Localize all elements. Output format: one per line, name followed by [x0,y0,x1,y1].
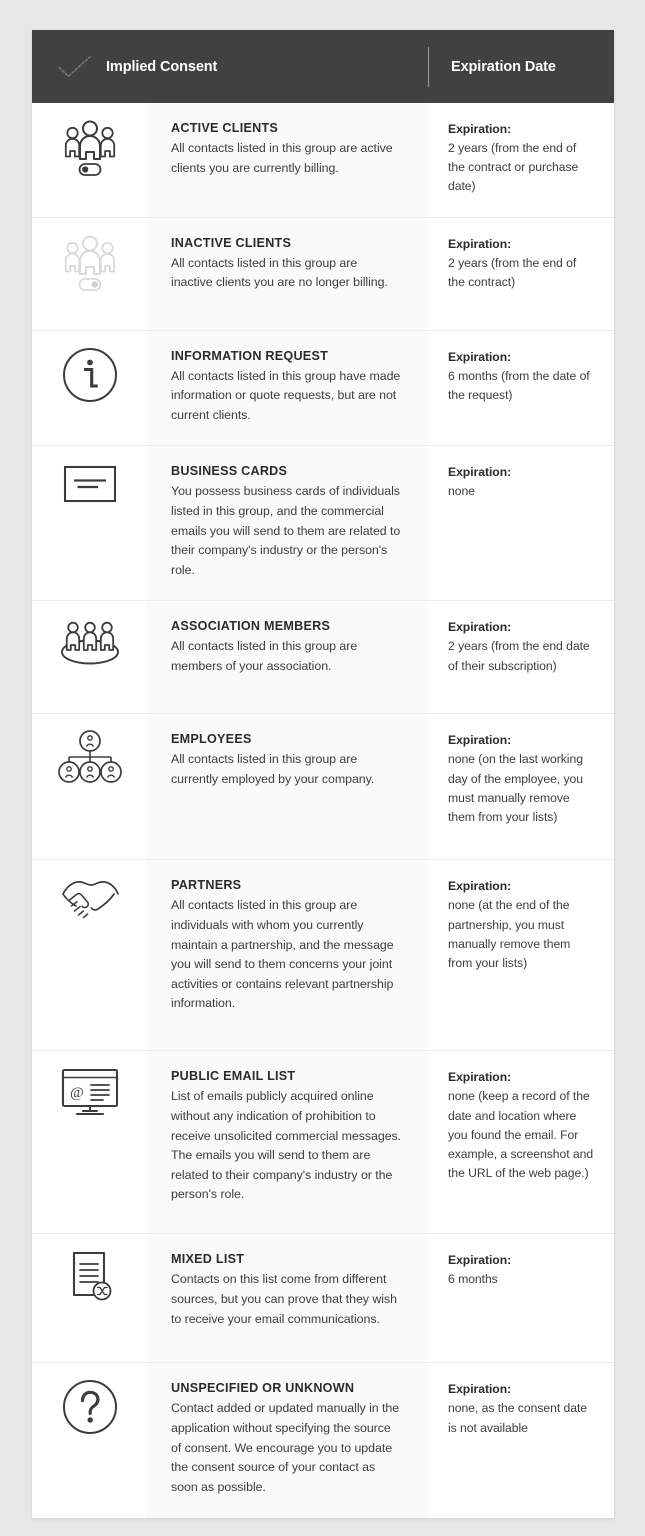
table-row [32,1051,614,1234]
row-body: Contacts on this list come from different sources, but you can prove that they wish to receive your email communications. [171,1272,397,1326]
people-in-circle-icon [55,616,125,670]
row-title: UNSPECIFIED OR UNKNOWN [171,1381,355,1396]
expiration-value: 2 years (from the end of the contract) [448,255,577,289]
row-description-cell [147,714,428,859]
header-right-section [429,58,614,76]
table-row [32,218,614,331]
row-title: EMPLOYEES [171,732,252,747]
check-icon [56,54,94,80]
row-icon-cell [32,1051,147,1233]
row-body: You possess business cards of individuals listed in this group, and the commercial emails you will send to them are related to their company's industry or the person's role. [171,484,401,577]
row-body: All contacts listed in this group are members of your association. [171,639,358,674]
table-row [32,601,614,714]
expiration-value: none (at the end of the partnership, you must manually remove them from your lists) [448,898,571,971]
table-row [32,331,614,447]
expiration-label: Expiration: [448,879,512,894]
row-body: All contacts listed in this group are currently employed by your company. [171,752,375,787]
expiration-label: Expiration: [448,733,512,748]
row-body: All contacts listed in this group have made information or quote requests, but are not current clients. [171,368,401,422]
row-title: INACTIVE CLIENTS [171,235,292,250]
row-title: BUSINESS CARDS [171,464,288,479]
row-description-cell [147,601,428,713]
header-left-section [32,54,428,80]
table-row [32,103,614,218]
table-row [32,1234,614,1363]
row-icon-cell [32,218,147,330]
org-chart-icon [56,729,124,789]
expiration-label: Expiration: [448,349,512,364]
row-expiration-cell [428,601,614,713]
business-card-icon [60,461,120,507]
expiration-value: none [448,484,475,499]
row-expiration-cell [428,1363,614,1518]
row-body: Contact added or updated manually in the application without specifying the source of consent. We encourage you to update the consent source of your contact as soon as possible. [171,1401,400,1494]
table-header [32,30,614,103]
row-expiration-cell [428,860,614,1050]
expiration-label: Expiration: [448,236,512,251]
row-icon-cell [32,331,147,446]
expiration-label: Expiration: [448,465,512,480]
row-expiration-cell [428,1234,614,1362]
row-title: MIXED LIST [171,1252,245,1267]
expiration-value: none, as the consent date is not available [448,1401,588,1435]
row-expiration-cell [428,446,614,600]
row-description-cell [147,860,428,1050]
monitor-email-icon [59,1066,121,1118]
row-expiration-cell [428,331,614,446]
row-description-cell [147,331,428,446]
expiration-value: none (keep a record of the date and location where you found the email. For example, a screenshot and the URL of the web page.) [448,1089,594,1181]
row-expiration-cell [428,218,614,330]
row-icon-cell [32,714,147,859]
row-description-cell [147,1051,428,1233]
document-shuffle-icon [63,1249,117,1307]
row-expiration-cell [428,103,614,217]
row-description-cell [147,1234,428,1362]
table-row [32,1363,614,1518]
svg-text:@: @ [69,1085,84,1102]
row-description-cell [147,446,428,600]
row-icon-cell [32,1234,147,1362]
row-title: PUBLIC EMAIL LIST [171,1069,296,1084]
expiration-label: Expiration: [448,1070,512,1085]
row-body: All contacts listed in this group are inactive clients you are no longer billing. [171,255,388,290]
expiration-label: Expiration: [448,1382,512,1397]
three-people-toggle-off-icon [58,233,122,295]
row-description-cell [147,218,428,330]
row-body: List of emails publicly acquired online without any indication of prohibition to receive unsolicited commercial messages. The emails you will send to them are related to their company's industry or the person's role. [171,1089,402,1202]
row-title: PARTNERS [171,878,242,893]
table-row [32,714,614,860]
expiration-value: none (on the last working day of the employee, you must manually remove them from your lists) [448,752,583,825]
row-body: All contacts listed in this group are active clients you are currently billing. [171,141,393,175]
header-implied-consent-title: Implied Consent [106,58,218,75]
row-title: INFORMATION REQUEST [171,348,329,363]
expiration-value: 6 months [448,1272,498,1287]
expiration-label: Expiration: [448,620,512,635]
row-title: ACTIVE CLIENTS [171,121,279,135]
table-row [32,860,614,1051]
implied-consent-table-card [32,30,614,1518]
expiration-label: Expiration: [448,122,512,136]
expiration-value: 6 months (from the date of the request) [448,368,590,402]
question-circle-icon [61,1378,119,1436]
row-body: All contacts listed in this group are individuals with whom you currently maintain a partnership, and the message you will send to them concerns your joint activities or contains relevant partnership information. [171,898,394,1011]
expiration-label: Expiration: [448,1253,512,1268]
row-title: ASSOCIATION MEMBERS [171,619,331,634]
row-expiration-cell [428,1051,614,1233]
row-description-cell [147,103,428,217]
header-expiration-date-title: Expiration Date [451,58,556,75]
row-icon-cell [32,860,147,1050]
three-people-toggle-on-icon [58,118,122,180]
table-row [32,446,614,601]
info-circle-icon [61,346,119,404]
expiration-value: 2 years (from the end date of their subscription) [448,639,590,673]
handshake-icon [57,875,123,925]
row-icon-cell [32,1363,147,1518]
expiration-value: 2 years (from the end of the contract or purchase date) [448,140,579,194]
row-icon-cell [32,601,147,713]
row-description-cell [147,1363,428,1518]
row-icon-cell [32,103,147,217]
row-icon-cell [32,446,147,600]
row-expiration-cell [428,714,614,859]
